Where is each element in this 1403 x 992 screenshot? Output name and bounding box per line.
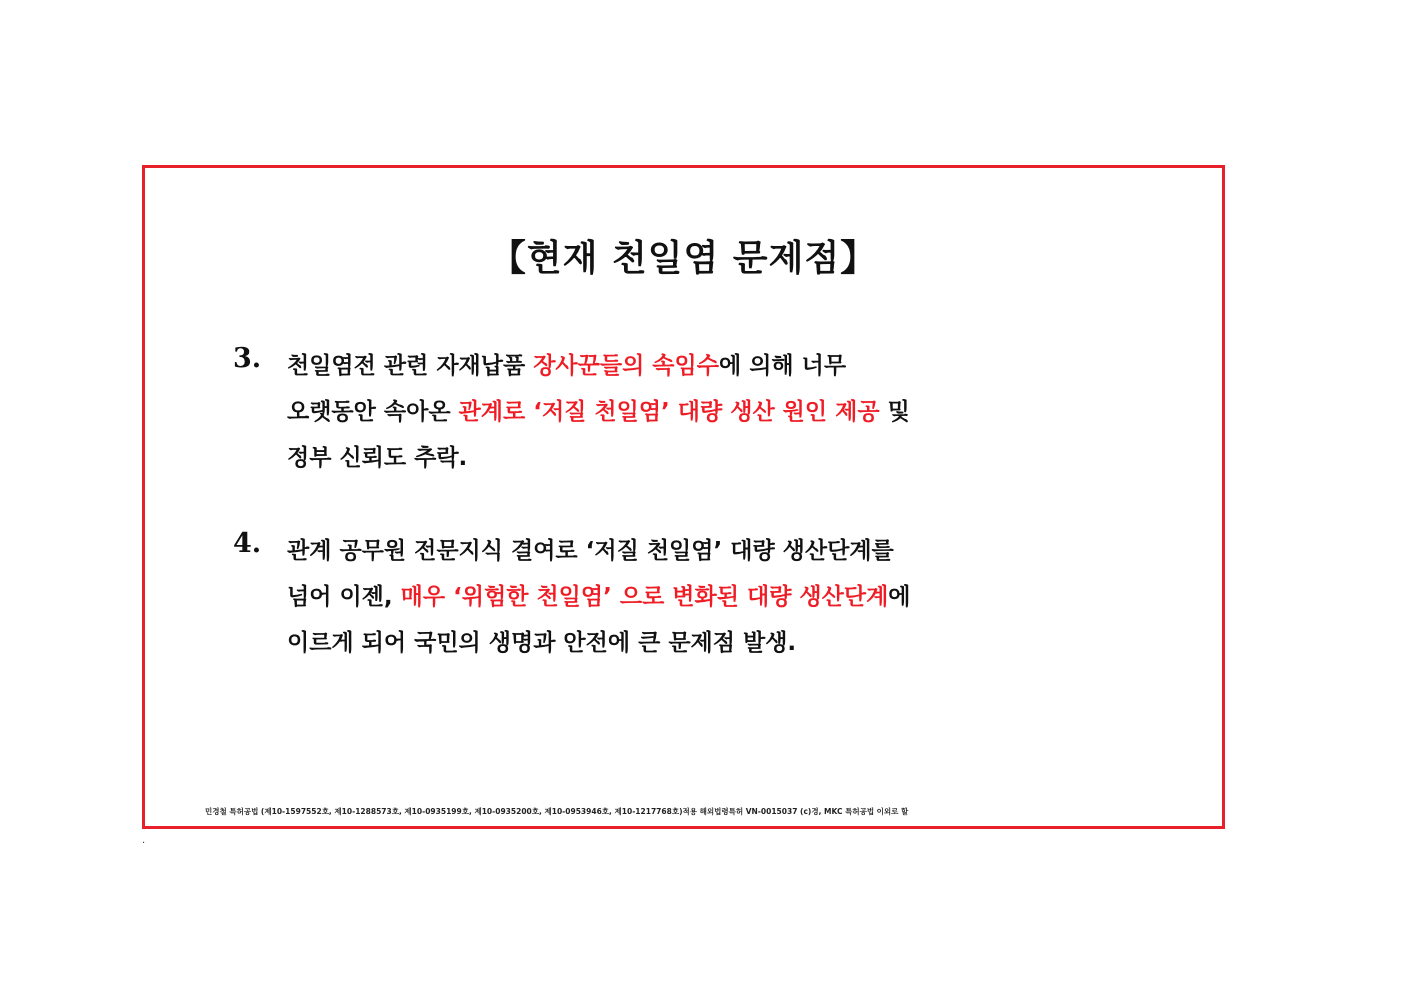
point-line xyxy=(287,528,1147,574)
point-line xyxy=(287,343,1147,389)
point-number: 3. xyxy=(233,343,262,374)
text-span: 넘어 이젠, xyxy=(287,584,401,610)
highlight-text: 장사꾼들의 속임수 xyxy=(533,353,719,379)
text-span: 정부 신뢰도 추락. xyxy=(287,445,468,471)
point-number: 4. xyxy=(233,528,262,559)
slide-frame xyxy=(142,165,1225,829)
point-line xyxy=(287,435,1147,481)
text-span: 천일염전 관련 자재납품 xyxy=(287,353,534,379)
point-line xyxy=(287,574,1147,620)
text-span: 오랫동안 속아온 xyxy=(287,399,459,425)
text-span: 관계 공무원 전문지식 결여로 ‘저질 천일염’ 대량 생산단계를 xyxy=(287,538,894,564)
point-text xyxy=(287,343,1147,481)
point-line xyxy=(287,620,1147,666)
point-text xyxy=(287,528,1147,666)
highlight-text: 매우 ‘위험한 천일염’ 으로 변화된 대량 생산단계 xyxy=(400,584,889,610)
point-line xyxy=(287,389,1147,435)
text-span: 에 의해 너무 xyxy=(718,353,847,379)
stray-dot: . xyxy=(142,835,146,846)
slide-title: 【현재 천일염 문제점】 xyxy=(489,237,878,279)
patent-footer: 민경철 특허공법 (제10-1597552호, 제10-1288573호, 제10-0935199호, 제10-0935200호, 제10-0953946호, 제10-1217768호)적용 해외법령특허 VN-0015037 (c)경, MKC 특허공법 이외로 할 xyxy=(205,807,909,816)
text-span: 이르게 되어 국민의 생명과 안전에 큰 문제점 발생. xyxy=(287,630,797,656)
text-span: 및 xyxy=(879,399,910,425)
highlight-text: 관계로 ‘저질 천일염’ 대량 생산 원인 제공 xyxy=(458,399,880,425)
text-span: 에 xyxy=(888,584,911,610)
